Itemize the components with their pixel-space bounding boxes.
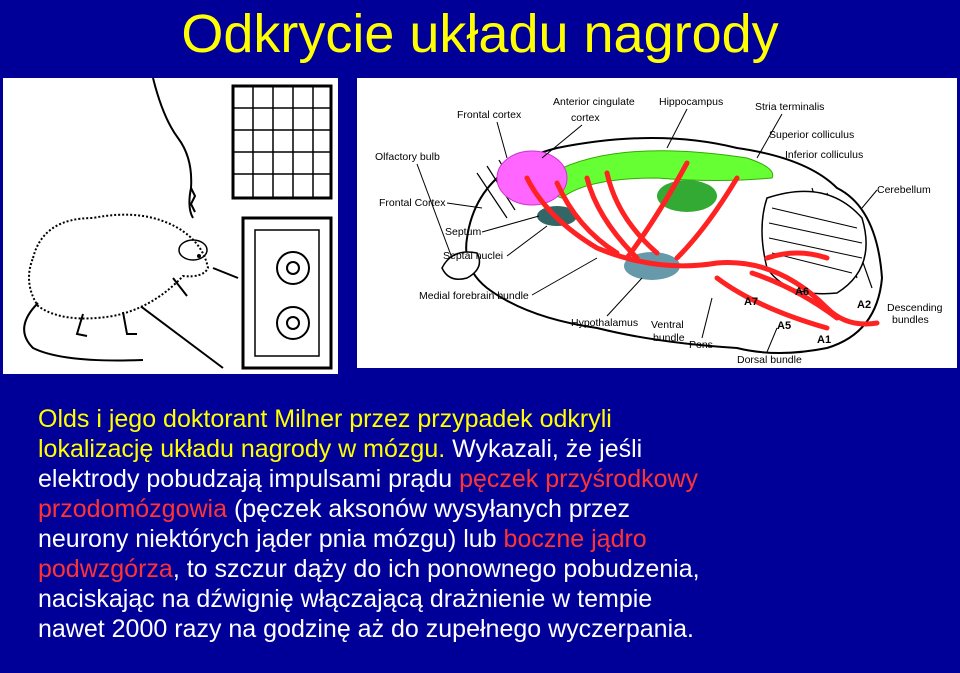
- rat-skinner-box-drawing: [3, 78, 338, 374]
- text-line-7: naciskając na dźwignię włączającą drażnienie w tempie: [38, 585, 653, 613]
- label-a7: A7: [744, 296, 759, 308]
- label-a2: A2: [857, 299, 872, 311]
- text-line-8: nawet 2000 razy na godzinę aż do zupełnego wyczerpania.: [38, 615, 694, 643]
- text-line-4b: (pęczek aksonów wysyłanych przez: [227, 495, 630, 523]
- text-line-1: Olds i jego doktorant Milner przez przypadek odkryli: [38, 405, 612, 433]
- label-dorsal-bundle: Dorsal bundle: [737, 354, 802, 366]
- page-title: Odkrycie układu nagrody: [181, 4, 779, 64]
- label-stria-terminalis: Stria terminalis: [755, 101, 825, 113]
- text-line-6b: , to szczur dąży do ich ponownego pobudzenia,: [172, 555, 700, 583]
- label-hypothalamus: Hypothalamus: [571, 317, 639, 329]
- label-cortex: cortex: [571, 112, 600, 124]
- rat-figure: [3, 78, 338, 374]
- label-cerebellum: Cerebellum: [877, 184, 931, 196]
- label-pons: Pons: [689, 339, 713, 351]
- label-bundle: bundle: [653, 332, 685, 344]
- label-descending: Descending: [887, 302, 943, 314]
- text-line-4a: przodomózgowia: [38, 495, 227, 523]
- text-line-2a: lokalizację układu nagrody w mózgu.: [38, 435, 446, 463]
- text-line-5a: neurony niektórych jąder pnia mózgu) lub: [38, 525, 504, 553]
- label-frontal-cortex-2: Frontal Cortex: [379, 197, 446, 209]
- label-inferior-colliculus: Inferior colliculus: [785, 149, 864, 161]
- text-line-3b: pęczek przyśrodkowy: [459, 465, 699, 493]
- label-olfactory-bulb: Olfactory bulb: [375, 151, 440, 163]
- label-a1: A1: [817, 334, 832, 346]
- brain-diagram: [357, 78, 957, 368]
- text-line-5b: boczne jądro: [503, 525, 647, 553]
- label-anterior-cingulate: Anterior cingulate: [553, 96, 635, 108]
- description-text: [38, 404, 950, 644]
- label-septum: Septum: [445, 226, 482, 238]
- label-medial-forebrain-bundle: Medial forebrain bundle: [419, 290, 529, 302]
- label-hippocampus: Hippocampus: [659, 96, 724, 108]
- label-septal-nuclei: Septal nuclei: [443, 250, 504, 262]
- label-bundles: bundles: [892, 314, 929, 326]
- text-line-3a: elektrody pobudzają impulsami prądu: [38, 465, 460, 493]
- label-a6: A6: [795, 286, 810, 298]
- label-superior-colliculus: Superior colliculus: [769, 129, 855, 141]
- label-a5: A5: [777, 320, 792, 332]
- text-line-6a: podwzgórza: [38, 555, 173, 583]
- label-frontal-cortex: Frontal cortex: [457, 109, 522, 121]
- label-ventral: Ventral: [651, 319, 684, 331]
- reward-pathway-diagram: [357, 78, 957, 368]
- text-line-2b: Wykazali, że jeśli: [445, 435, 643, 463]
